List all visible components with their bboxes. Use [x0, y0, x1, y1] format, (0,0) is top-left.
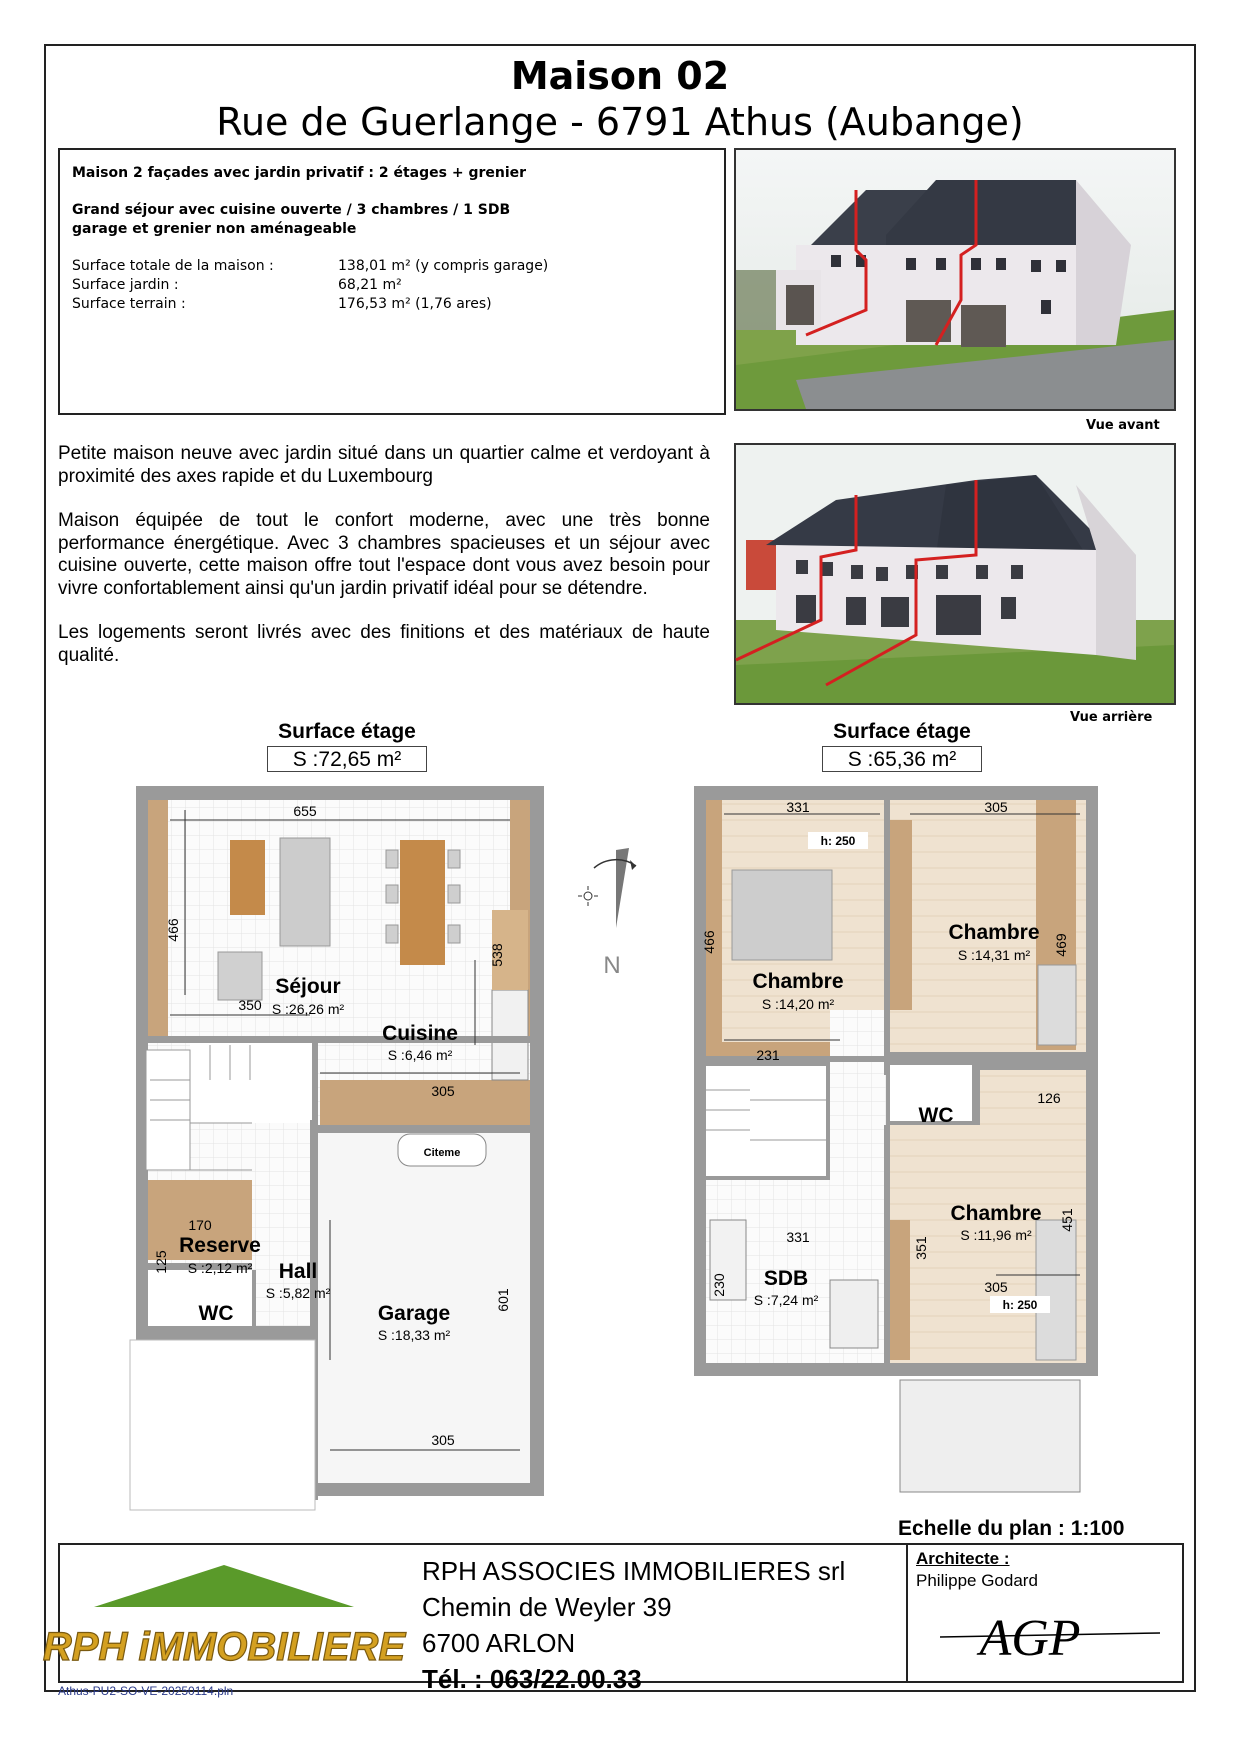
- info-line-3: garage et grenier non aménageable: [72, 221, 357, 237]
- dim-garage-height: 601: [495, 1288, 511, 1312]
- dim-cuisine-height: 538: [489, 943, 505, 967]
- height-label: h: 250: [820, 834, 856, 848]
- dim-top-left: 331: [786, 799, 810, 815]
- room-reserve-name: Reserve: [179, 1234, 261, 1257]
- room-chambre1-area: S :14,20 m²: [761, 996, 835, 1012]
- svg-text:RPH iMMOBILIERE: RPH iMMOBILIERE: [42, 1625, 406, 1669]
- company-city: 6700 ARLON: [422, 1628, 576, 1658]
- rear-view-photo: [734, 443, 1176, 705]
- description-paragraph: Les logements seront livrés avec des finitions et des matériaux de haute qualité.: [58, 622, 710, 666]
- rear-view-caption: Vue arrière: [1070, 710, 1153, 725]
- north-compass-icon: [574, 838, 664, 978]
- page-title: Maison 02: [510, 54, 730, 98]
- room-chambre2-name: Chambre: [948, 921, 1040, 944]
- ground-floor-surface: S :72,65 m²: [267, 746, 427, 772]
- dim-reserve-height: 125: [153, 1250, 169, 1274]
- room-sdb-area: S :7,24 m²: [753, 1292, 819, 1308]
- room-reserve-area: S :2,12 m²: [187, 1260, 253, 1276]
- svg-text:AGP: AGP: [979, 1610, 1081, 1667]
- upper-floor-surface: S :65,36 m²: [822, 746, 982, 772]
- citerne-label: Citeme: [423, 1147, 461, 1159]
- room-cuisine-area: S :6,46 m²: [387, 1047, 453, 1063]
- company-street: Chemin de Weyler 39: [422, 1592, 672, 1622]
- front-view-photo: [734, 148, 1176, 411]
- description-paragraph: Petite maison neuve avec jardin situé dans un quartier calme et verdoyant à proximité des axes rapide et du Luxembourg: [58, 443, 710, 487]
- dim-top-right: 305: [984, 799, 1008, 815]
- surface-row: Surface terrain : 176,53 m² (1,76 ares): [72, 296, 492, 312]
- dim-chambre1-width: 231: [756, 1047, 780, 1063]
- dim-sdb-width: 331: [786, 1229, 810, 1245]
- ground-floor-plan: [130, 780, 550, 1530]
- front-view-caption: Vue avant: [1086, 418, 1160, 433]
- company-info: [422, 1553, 845, 1697]
- file-reference: Athus-PU2-SO-VE-20250114.pln: [58, 1684, 234, 1698]
- company-logo: [42, 1565, 406, 1675]
- company-phone: Tél. : 063/22.00.33: [422, 1664, 642, 1694]
- address: Rue de Guerlange - 6791 Athus (Aubange): [216, 100, 1024, 144]
- info-line-2: Grand séjour avec cuisine ouverte / 3 chambres / 1 SDB: [72, 202, 511, 218]
- ground-floor-heading: Surface étage: [278, 720, 416, 743]
- dim-sdb-height: 230: [711, 1273, 727, 1297]
- room-sejour-name: Séjour: [275, 975, 341, 998]
- room-hall-name: Hall: [278, 1260, 318, 1283]
- dim-chambre3-width: 305: [984, 1279, 1008, 1295]
- dim-top: 655: [293, 803, 317, 819]
- architect-signature: [940, 1595, 1170, 1680]
- dim-chambre3-height: 451: [1059, 1208, 1075, 1232]
- height-label: h: 250: [1002, 1298, 1038, 1312]
- dim-left: 466: [165, 918, 181, 942]
- north-label: N: [603, 952, 621, 979]
- company-name: RPH ASSOCIES IMMOBILIERES srl: [422, 1556, 846, 1586]
- upper-floor-plan: [690, 780, 1110, 1500]
- info-box: [58, 148, 726, 415]
- plan-scale: Echelle du plan : 1:100: [898, 1517, 1125, 1540]
- room-wc-name: WC: [198, 1302, 234, 1325]
- dim-chambre2-height: 469: [1053, 933, 1069, 957]
- dim-wc-width: 126: [1037, 1090, 1061, 1106]
- room-chambre1-name: Chambre: [752, 970, 844, 993]
- description-paragraph: Maison équipée de tout le confort moderne, avec une très bonne performance énergétique. Avec 3 chambres spacieuses et un séjour avec cuisine ouverte, cette maison offre tout l'espace dont vous avez besoin pour vivre confortablement ainsi qu'un jardin privatif idéal pour se détendre.: [58, 510, 710, 599]
- architect-label: Architecte :: [916, 1549, 1010, 1568]
- surface-row: Surface totale de la maison : 138,01 m² (y compris garage): [72, 258, 549, 274]
- room-garage-area: S :18,33 m²: [377, 1327, 451, 1343]
- room-chambre3-area: S :11,96 m²: [960, 1227, 1032, 1243]
- room-garage-name: Garage: [377, 1302, 451, 1325]
- dim-chambre3-height2: 351: [913, 1236, 929, 1260]
- architect-name: Philippe Godard: [916, 1571, 1038, 1590]
- room-chambre2-area: S :14,31 m²: [957, 947, 1031, 963]
- room-hall-area: S :5,82 m²: [265, 1285, 331, 1301]
- dim-reserve-width: 170: [188, 1217, 212, 1233]
- room-sejour-area: S :26,26 m²: [271, 1001, 345, 1017]
- room-sdb-name: SDB: [763, 1267, 809, 1290]
- dim-chambre1-height: 466: [701, 930, 717, 954]
- description: [58, 443, 710, 689]
- info-line-1: Maison 2 façades avec jardin privatif : 2 étages + grenier: [72, 165, 527, 181]
- dim-cuisine-width: 305: [431, 1083, 455, 1099]
- room-cuisine-name: Cuisine: [382, 1022, 458, 1045]
- dim-garage-width: 305: [431, 1432, 455, 1448]
- room-wc-name: WC: [918, 1104, 954, 1127]
- surface-row: Surface jardin : 68,21 m²: [72, 277, 402, 293]
- room-chambre3-name: Chambre: [950, 1202, 1042, 1225]
- upper-floor-heading: Surface étage: [833, 720, 971, 743]
- dim-sejour-width: 350: [238, 997, 262, 1013]
